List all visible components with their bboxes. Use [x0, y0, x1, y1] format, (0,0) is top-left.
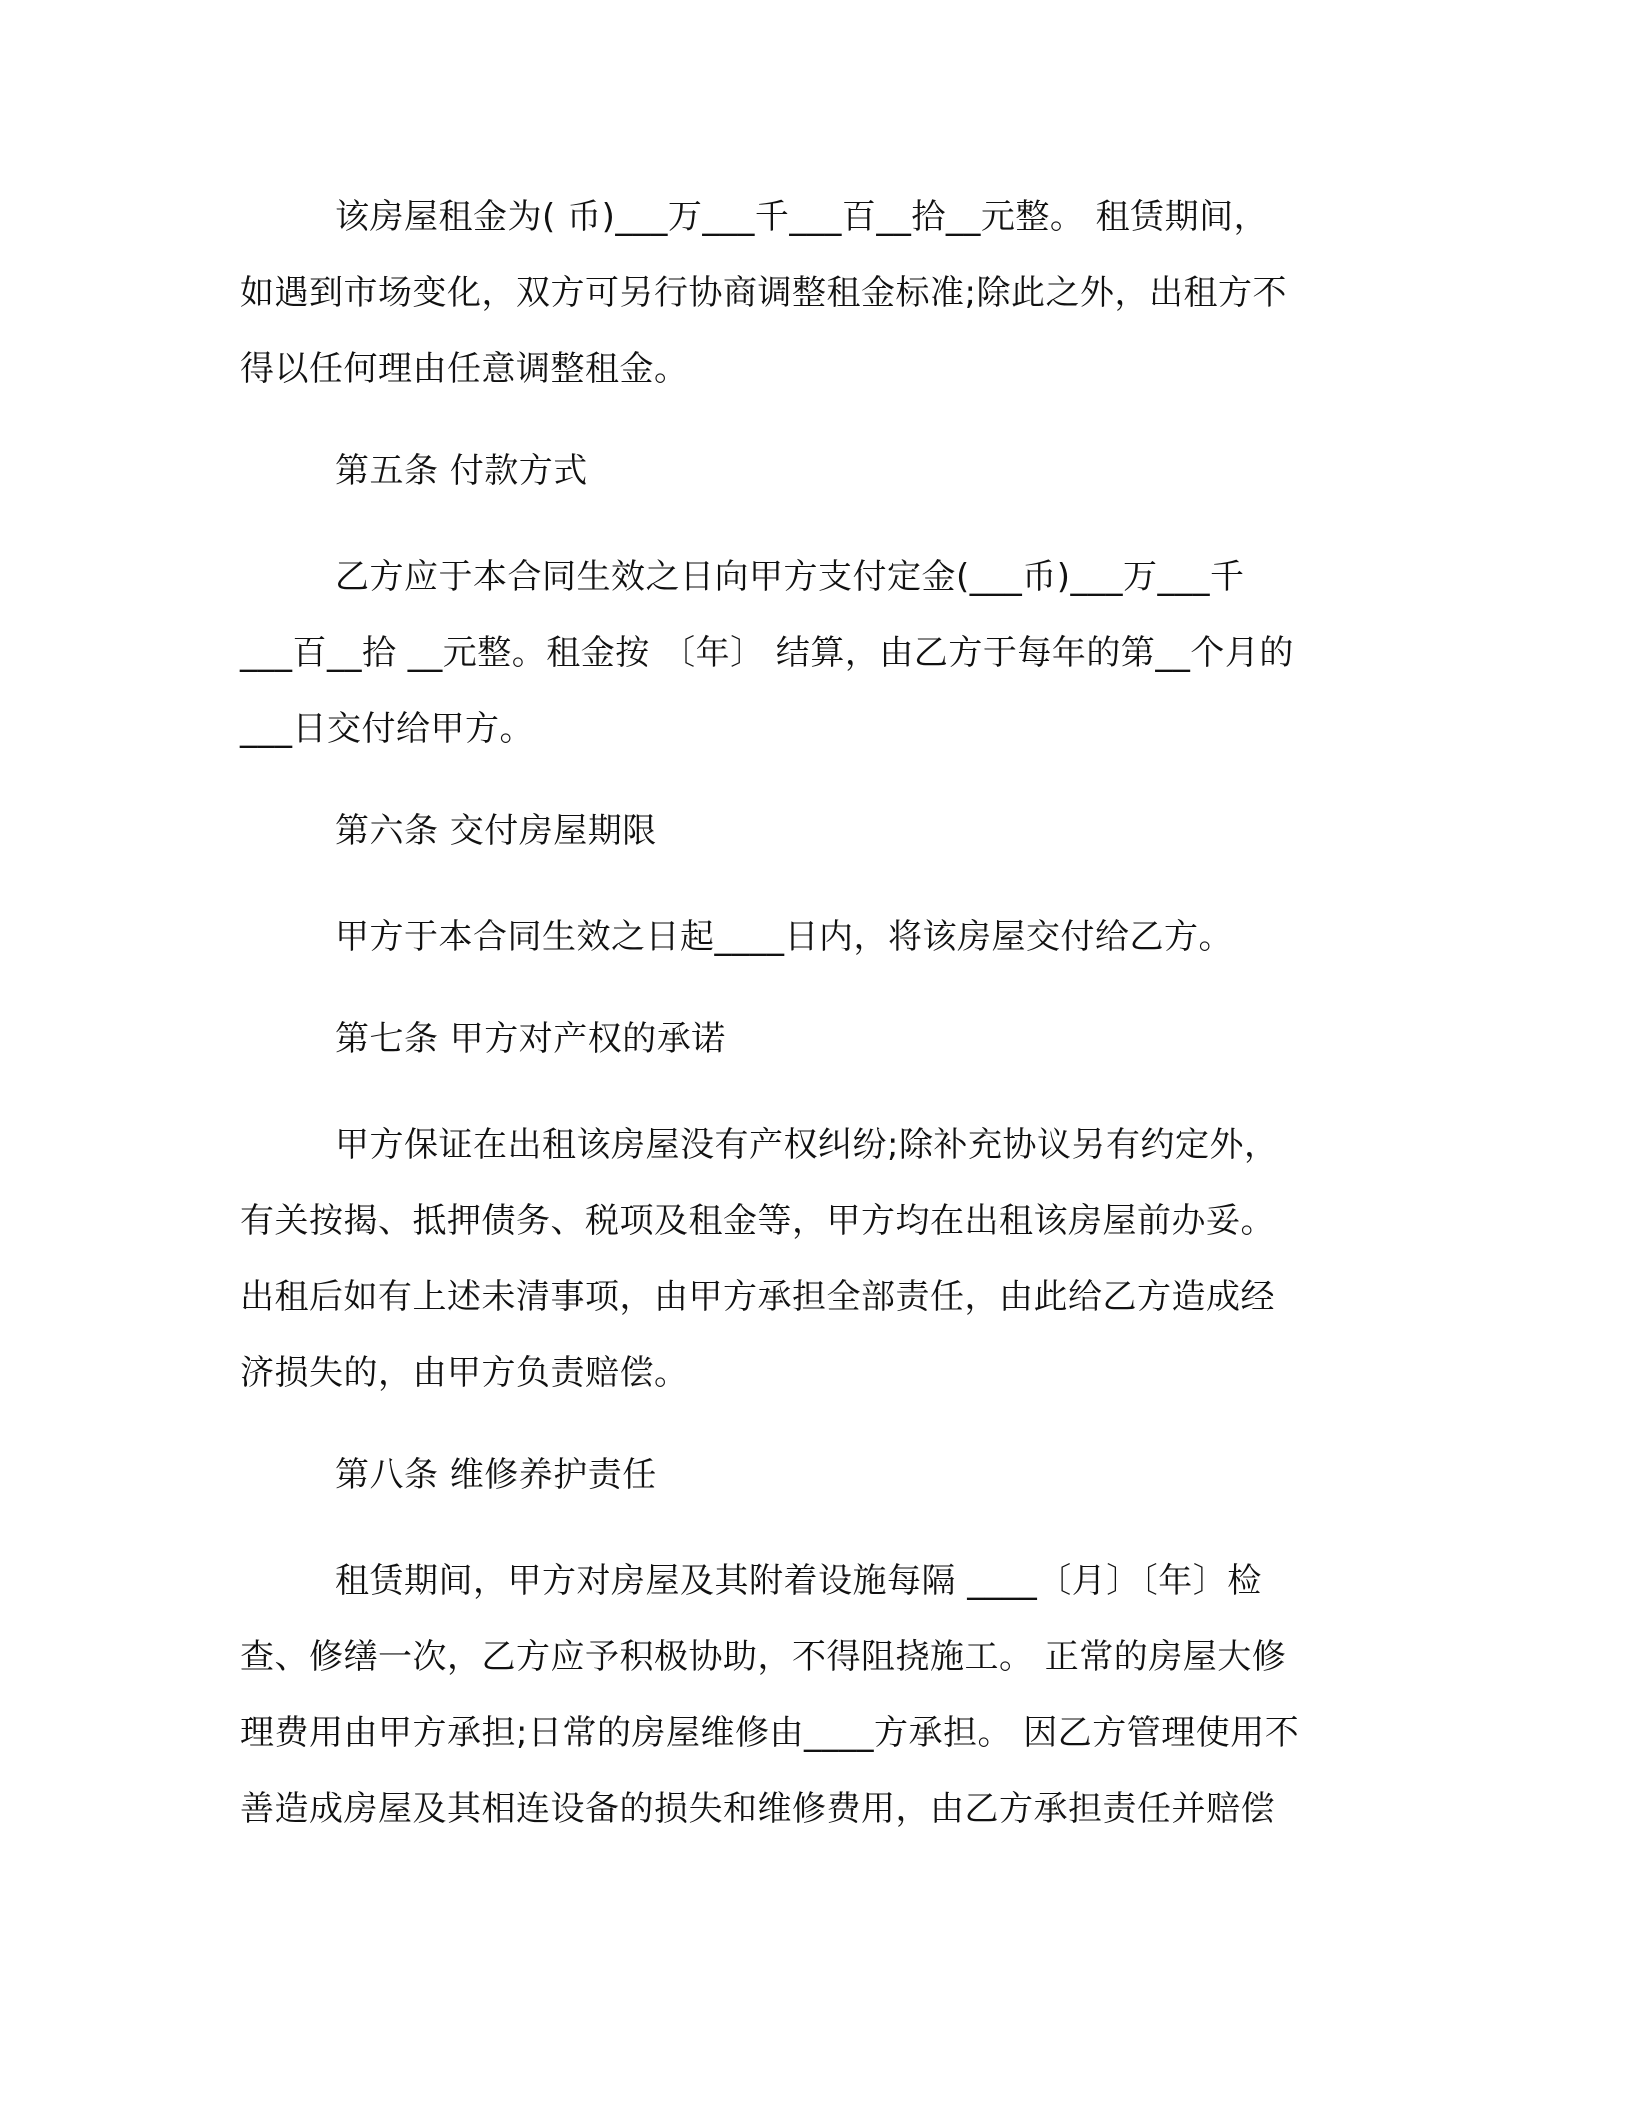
paragraph-payment-line-1: 乙方应于本合同生效之日向甲方支付定金(___币)___万___千 [335, 557, 1245, 597]
heading-article-7: 第七条 甲方对产权的承诺 [335, 1019, 726, 1059]
heading-article-5: 第五条 付款方式 [335, 451, 588, 491]
paragraph-payment-line-2: ___百__拾 __元整。租金按 〔年〕 结算，由乙方于每年的第__个月的 [240, 633, 1294, 673]
paragraph-delivery-line-1: 甲方于本合同生效之日起____日内，将该房屋交付给乙方。 [335, 917, 1233, 957]
paragraph-rent-line-2: 如遇到市场变化，双方可另行协商调整租金标准;除此之外，出租方不 [240, 273, 1287, 313]
paragraph-rent-line-3: 得以任何理由任意调整租金。 [240, 349, 689, 389]
paragraph-maintenance-line-4: 善造成房屋及其相连设备的损失和维修费用，由乙方承担责任并赔偿 [240, 1789, 1275, 1829]
paragraph-maintenance-line-3: 理费用由甲方承担;日常的房屋维修由____方承担。 因乙方管理使用不 [240, 1713, 1300, 1753]
paragraph-maintenance-line-2: 查、修缮一次，乙方应予积极协助，不得阻挠施工。 正常的房屋大修 [240, 1637, 1287, 1677]
paragraph-rent-line-1: 该房屋租金为( 币)___万___千___百__拾__元整。 租赁期间， [335, 197, 1269, 237]
paragraph-title-promise-line-3: 出租后如有上述未清事项，由甲方承担全部责任，由此给乙方造成经 [240, 1277, 1275, 1317]
paragraph-title-promise-line-2: 有关按揭、抵押债务、税项及租金等，甲方均在出租该房屋前办妥。 [240, 1201, 1275, 1241]
paragraph-title-promise-line-1: 甲方保证在出租该房屋没有产权纠纷;除补充协议另有约定外， [335, 1125, 1279, 1165]
heading-article-6: 第六条 交付房屋期限 [335, 811, 657, 851]
paragraph-maintenance-line-1: 租赁期间，甲方对房屋及其附着设施每隔 ____〔月〕〔年〕检 [335, 1561, 1262, 1601]
paragraph-title-promise-line-4: 济损失的，由甲方负责赔偿。 [240, 1353, 689, 1393]
paragraph-payment-line-3: ___日交付给甲方。 [240, 709, 534, 749]
heading-article-8: 第八条 维修养护责任 [335, 1455, 657, 1495]
